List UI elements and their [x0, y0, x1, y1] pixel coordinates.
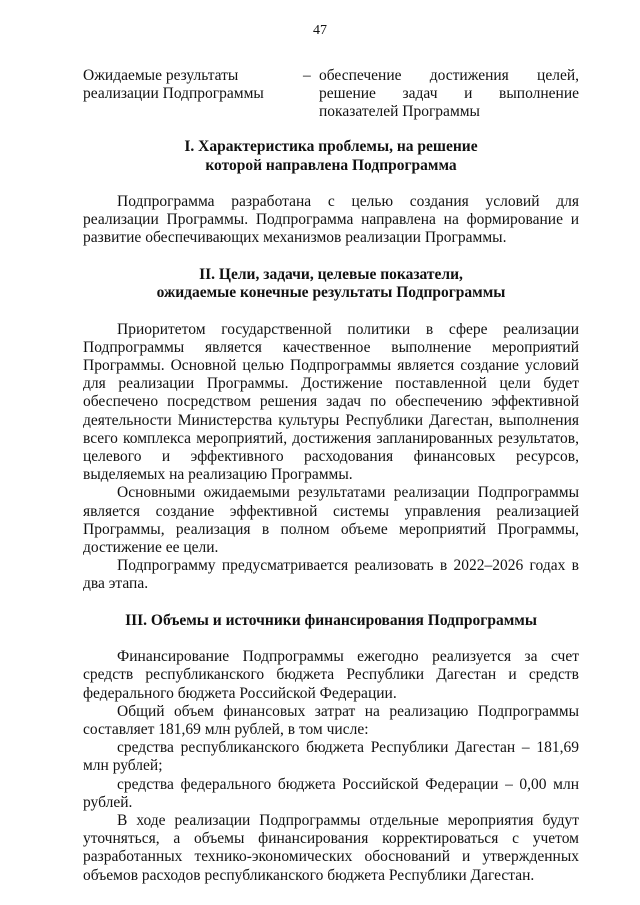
section-3-title [83, 612, 579, 631]
section-2-title [83, 266, 579, 303]
section-3-paragraph-1: Финансирование Подпрограммы ежегодно реализуется за счет средств республиканского бюджета Республики Дагестан и средств федерального бюджета Российской Федерации. [83, 648, 579, 702]
passport-label: Ожидаемые результаты реализации Подпрограммы [83, 67, 264, 102]
section-2-title-line-1: II. Цели, задачи, целевые показатели, [199, 265, 463, 283]
section-3-title-line-1: III. Объемы и источники финансирования Подпрограммы [125, 611, 537, 629]
section-1-paragraph-1: Подпрограмма разработана с целью создания условий для реализации Программы. Подпрограмма направлена на формирование и развитие обеспечивающих механизмов реализации Программы. [83, 193, 579, 247]
section-1-title-line-1: I. Характеристика проблемы, на решение [184, 138, 478, 155]
section-1-title [83, 138, 579, 175]
section-2-paragraph-2: Основными ожидаемыми результатами реализации Подпрограммы является создание эффективной системы управления реализацией Программы, реализация в полном объеме мероприятий Программы, достижение ее цели. [83, 484, 579, 557]
passport-value: обеспечение достижения целей, решение задач и выполнение показателей Программы [319, 67, 579, 120]
section-3-paragraph-5: В ходе реализации Подпрограммы отдельные мероприятия будут уточняться, а объемы финансирования корректироваться с учетом разработанных технико-экономических обоснований и утвержденных объемов расходов республиканского бюджета Республики Дагестан. [83, 811, 579, 884]
document-body [83, 138, 579, 885]
passport-dash: – [303, 67, 311, 84]
section-2-paragraph-3: Подпрограмму предусматривается реализовать в 2022–2026 годах в два этапа. [83, 557, 579, 593]
page-number: 47 [313, 23, 327, 38]
section-3-paragraph-2: Общий объем финансовых затрат на реализацию Подпрограммы составляет 181,69 млн рублей, в том числе: [83, 702, 579, 738]
section-2-paragraph-1: Приоритетом государственной политики в сфере реализации Подпрограммы является качественное выполнение мероприятий Программы. Основной целью Подпрограммы является создание условий для реализации Программы. Достижение поставленной цели будет обеспечено посредством решения задач по обеспечению эффективной деятельности Министерства культуры Республики Дагестан, выполнения всего комплекса мероприятий, достижения запланированных результатов, целевого и эффективного расходования финансовых ресурсов, выделяемых на реализацию Программы. [83, 320, 579, 484]
passport-row [83, 67, 579, 121]
section-3-paragraph-4: средства федерального бюджета Российской Федерации – 0,00 млн рублей. [83, 775, 579, 811]
section-2-title-line-2: ожидаемые конечные результаты Подпрограммы [156, 284, 506, 302]
section-1-title-line-2: которой направлена Подпрограмма [205, 156, 457, 174]
section-3-paragraph-3: средства республиканского бюджета Республики Дагестан – 181,69 млн рублей; [83, 739, 579, 775]
